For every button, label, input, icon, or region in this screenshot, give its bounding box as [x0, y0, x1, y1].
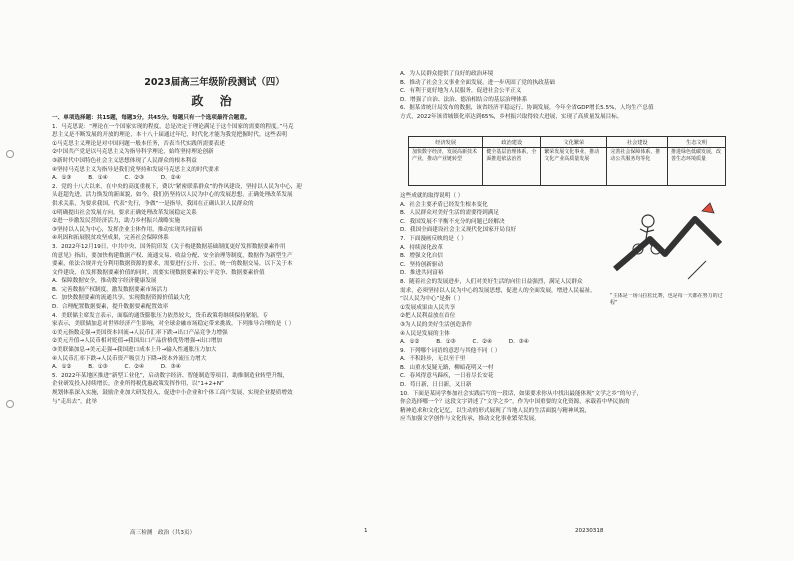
text-line: ②把人民利益放在首位: [400, 313, 456, 320]
table-cell: 健全基层治理体系，全面推进依法治省: [483, 148, 541, 186]
text-line: 方式，2022年该省城镇化率达到65%，乡村振兴取得较大进展，实现了高质量发展目标。: [400, 113, 623, 120]
text-line: A．保障数据安全，推动数字经济健康发展: [52, 278, 157, 285]
text-line: B．人民群众对美好生活的需要得到满足: [400, 210, 499, 217]
text-line: B．增强文化自信: [400, 253, 443, 260]
question-block-right-top: [400, 70, 654, 122]
text-line: 精神追求和文化记忆，以生动的形式展现了当地人民的生活面貌与精神风貌，: [400, 407, 591, 414]
text-line: 6．据某省统计局发布的数据，该省经济平稳运行、协调发展，今年全省GDP增长5.5%，人均生产总值: [400, 105, 654, 112]
text-line: 家表示，美联储加息对世界经济产生影响，对全球金融市场稳定带来挑战。下列推导合理的是（ ）: [52, 321, 295, 328]
text-line: A．不积跬步，无以至千里: [400, 356, 466, 363]
text-line: ①发展成果由人民共享: [400, 304, 456, 311]
table-cell: 加快数字经济，发展高新技术产业，推动产业链转型: [409, 148, 483, 186]
text-line: ④巩固和拓展脱贫攻坚成果，完善社会保障体系: [52, 235, 169, 242]
text-line: D．增强了自治、法治、德治相结合的基层治理体系: [400, 96, 528, 103]
text-line: C．春风得意马蹄疾，一日看尽长安花: [400, 373, 494, 380]
text-line: A．为人民群众提供了良好的政治环境: [400, 71, 494, 77]
text-line: 应当加强文学创作与文化传承，推动文化事业繁荣发展。: [400, 416, 540, 423]
text-line: C．我国发展不平衡不充分的问题已经解决: [400, 218, 505, 225]
text-line: 5．2022年某地区推进“新型工业化”，启动数字经济、智能制造等项目，助推制造业转型升级，: [52, 372, 289, 379]
text-line: ②美元升值→人民币相对贬值→我国出口产品价格优势增强→出口增加: [52, 338, 223, 345]
text-line: C．有利于更好地为人民服务，促进社会公平正义: [400, 88, 522, 95]
text-line: 与“走出去”，此举: [52, 398, 97, 405]
text-line: C．加快数据要素的流通共享，实现数据资源价值最大化: [52, 295, 191, 302]
text-line: 1．马克思说：“理论在一个国家实现的程度，总是决定于理论满足于这个国家的需要的程度。”马克: [52, 123, 294, 130]
text-line: 这些成就的取得说明（ ）: [400, 193, 464, 199]
text-line: 10．下面是某同学参加社会实践后写的一段话，如果要求你从中找出最能体现“文学之乡”的句子，: [400, 390, 643, 397]
text-line: B．推动了社会主义事业全面发展，进一步巩固了党的执政基础: [400, 79, 555, 86]
table-cell: 繁荣发展文化事业，推动文化产业高质量发展: [541, 148, 607, 186]
text-line: ③新时代中国特色社会主义思想体现了人民群众的根本利益: [52, 157, 197, 164]
table-header: 文化繁荣: [541, 137, 607, 148]
table-header: 社会建设: [607, 137, 668, 148]
text-line: ②进一步激发民营经济活力，助力乡村振兴战略实施: [52, 218, 181, 225]
table-header: 政治建设: [483, 137, 541, 148]
text-line: 企业研发投入持续增长。企业所得税优惠政策发挥作用，以“1+2+N”: [52, 381, 224, 388]
page-number: 1: [364, 528, 368, 534]
exam-title: 2023届高三年级阶段测试（四）: [144, 77, 285, 88]
exam-code: 20230318: [575, 528, 604, 534]
text-line: D．苟日新，日日新，又日新: [400, 382, 472, 389]
text-line: 3．2022年12月19日，中共中央、国务院印发《关于构建数据基础制度更好发挥数据要素作用: [52, 243, 286, 250]
table-header: 生态文明: [668, 137, 726, 148]
text-line: 4．美联储主席发言表示，面临的通货膨胀压力依然较大，货币政策将继续保持紧缩。专: [52, 312, 269, 319]
question-block-left: [52, 114, 302, 406]
text-line: ③美联储加息→美元走强→我国进口成本上升→输入性通胀压力加大: [52, 347, 217, 354]
text-line: 你会选择哪一个？这段文字讲述了“文学之乡”，作为中国重要的文化资源，承载着中华民族的: [400, 399, 630, 406]
text-line: ④人民币汇率下跌→人民币资产吸引力下降→资本外流压力增大: [52, 355, 207, 362]
text-line: 要素，依法合规并充分利用数据资源的要求，需要进行公开、公正，统一的数据交易，以下关于本: [52, 261, 293, 268]
text-line: B．完善数据产权制度，激发数据要素市场活力: [52, 286, 168, 293]
text-line: 规划体系深入实施，鼓励企业加大研发投入，促进中小企业和个体工商户发展，实现企业提质增效: [52, 390, 293, 396]
cartoon-illustration: [610, 199, 730, 304]
achievements-table: [408, 136, 726, 186]
text-line: ③为人民的美好生活创造条件: [400, 321, 473, 328]
table-cell: 推进绿色低碳发展，改善生态环境质量: [668, 148, 726, 186]
text-line: ①美元指数走强→美国资本回流→人民币汇率下跌→出口产品竞争力增强: [52, 329, 228, 336]
binding-hole: [6, 150, 14, 158]
text-line: D．我国全面建设社会主义现代化国家开局良好: [400, 227, 517, 234]
text-line: A．①② B．①③ C．②④ D．③④: [52, 364, 181, 371]
text-line: 9．下列哪个词语的意思与其他不同（ ）: [400, 347, 501, 354]
text-line: 头赶超先进，活力焕发的新面貌，如今，我们仍坚持以人民为中心的发展思想，正确处理改革发展: [52, 192, 293, 199]
text-line: A．社会主要矛盾已经发生根本变化: [400, 201, 488, 208]
section-header: 一、单项选择题：共15题，每题3分，共45分。每题只有一个选项最符合题意。: [52, 115, 251, 121]
text-line: ④人民是发展的主体: [400, 330, 450, 337]
text-line: 的意见》指出，要加快构建数据产权、流通交易、收益分配、安全治理等制度，数据作为新型生产: [52, 252, 293, 259]
text-line: “以人民为中心”是指（ ）: [400, 296, 464, 303]
cartoon-caption: “主体是一场马拉松比赛，也是每一天都在努力的过程”: [610, 293, 723, 306]
text-line: 8．随着社会的发展进步，人们对美好生活的向往日益强烈，满足人民群众: [400, 278, 583, 285]
text-line: D．推进共同富裕: [400, 270, 444, 277]
text-line: A．①③ B．①④ C．②③ D．②④: [52, 175, 181, 182]
table-cell: 完善社会保障体系，推动公共服务均等化: [607, 148, 668, 186]
text-line: ①明确提出社会发展方向，要求正确处理改革发展稳定关系: [52, 209, 197, 216]
text-line: A．持续深化改革: [400, 244, 443, 251]
text-line: 7．下面漫画反映的是（ ）: [400, 235, 467, 242]
text-line: A．①② B．①③ C．②④ D．③④: [400, 339, 529, 346]
text-line: ③坚持以人民为中心，发挥企业主体作用，推动实现共同富裕: [52, 226, 203, 233]
text-line: 思主义是不断发展的开放的理论，本十八十届通过年纪，时代化才能为我党把握时代，这些表明: [52, 132, 287, 139]
marathon-cartoon-image: [610, 199, 730, 289]
text-line: 2．党的十八大以来，在中央的高度重视下，费以“紧密联系群众”的作风建设，坚持以人民为中心，迎: [52, 183, 302, 190]
table-header: 经济发展: [409, 137, 483, 148]
text-line: 供求关系，为要求我国，代表“先行，争做”一是指导，我国在正确认识人民群众的: [52, 200, 254, 207]
text-line: ②中国共产党是以马克思主义为指导科学理论，始终坚持理论创新: [52, 149, 214, 156]
binding-hole: [6, 400, 14, 408]
text-line: C．坚持创新驱动: [400, 261, 444, 268]
text-line: D．合理配置数据要素，提升数据要素配置效率: [52, 304, 169, 311]
text-line: 需求，必须坚持以人民为中心的发展思想，促进人的全面发展，增进人民福祉。: [400, 287, 596, 294]
text-line: B．山重水复疑无路，柳暗花明又一村: [400, 364, 494, 371]
text-line: 文件建设，在发挥数据要素价值的同时，需要实现数据要素的公平竞争、数据要素价值: [52, 269, 265, 276]
footer-left: 高三检测 政治（共3页）: [130, 530, 196, 536]
text-line: ①马克思主义理论是对中国问题一般本任务，否表当代实践所需要表述: [52, 140, 225, 147]
question-block-right-mid: [400, 192, 642, 424]
exam-subject: 政 治: [191, 94, 238, 108]
text-line: ④坚持马克思主义为指导是我们党坚持和发展马克思主义的时代要求: [52, 166, 220, 173]
